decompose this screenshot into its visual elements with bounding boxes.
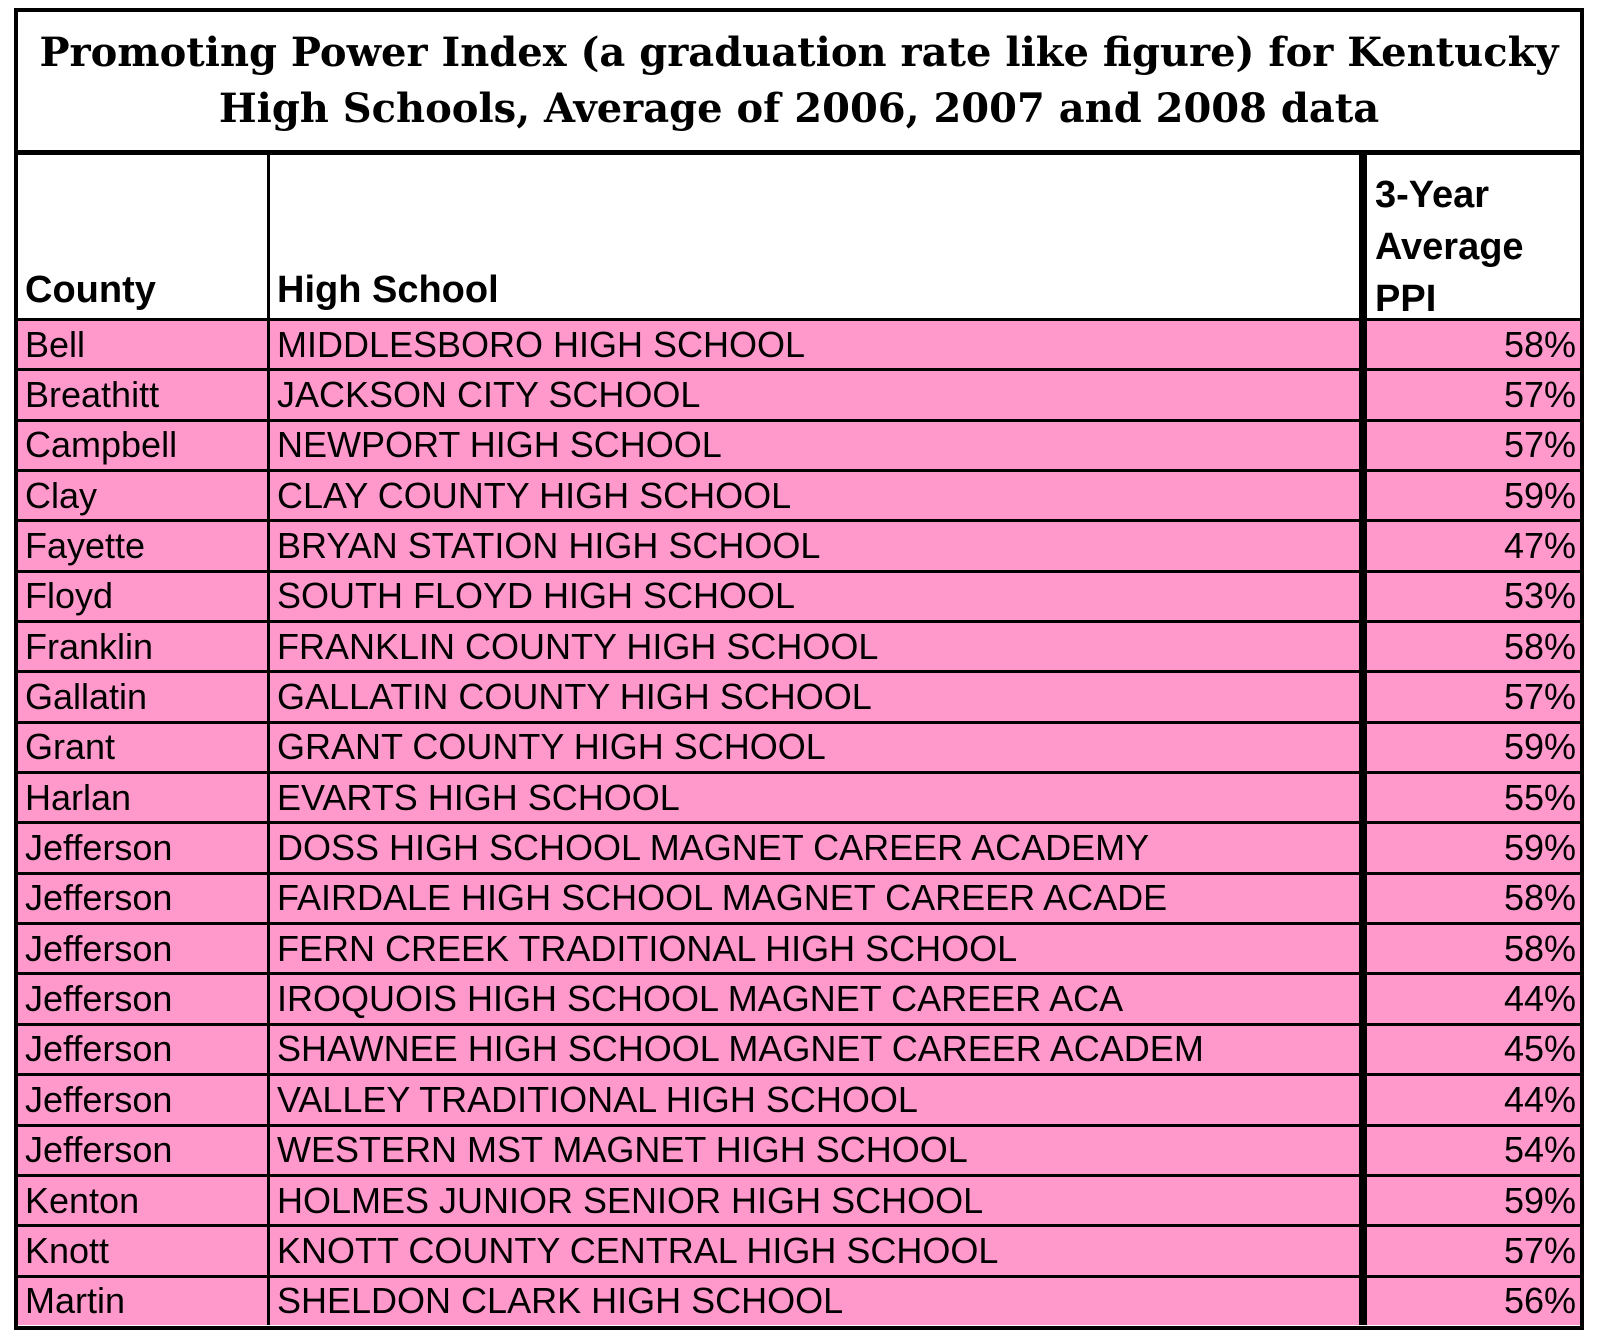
cell-county: Jefferson — [18, 824, 270, 871]
cell-county: Jefferson — [18, 1127, 270, 1174]
cell-ppi: 58% — [1503, 877, 1576, 919]
cell-ppi: 57% — [1503, 424, 1576, 466]
cell-high-school: GRANT COUNTY HIGH SCHOOL — [270, 724, 1367, 771]
cell-county: Bell — [18, 321, 270, 368]
cell-ppi: 57% — [1503, 374, 1576, 416]
table-row — [18, 1127, 1580, 1177]
table-row — [18, 1177, 1580, 1227]
cell-county: Campbell — [18, 422, 270, 469]
cell-ppi: 47% — [1503, 525, 1576, 567]
cell-ppi: 58% — [1503, 625, 1576, 667]
cell-county: Floyd — [18, 573, 270, 620]
cell-ppi: 59% — [1503, 1179, 1576, 1221]
cell-county: Jefferson — [18, 1026, 270, 1073]
cell-county: Knott — [18, 1227, 270, 1274]
table-row — [18, 371, 1580, 421]
table-title: Promoting Power Index (a graduation rate like figure) for Kentucky High Schools, Average of 2006, 2007 and 2008 data — [18, 12, 1580, 155]
cell-high-school: EVARTS HIGH SCHOOL — [270, 774, 1367, 821]
cell-high-school: GALLATIN COUNTY HIGH SCHOOL — [270, 673, 1367, 720]
cell-high-school: VALLEY TRADITIONAL HIGH SCHOOL — [270, 1076, 1367, 1123]
table-row — [18, 875, 1580, 925]
table-row — [18, 975, 1580, 1025]
table-header — [18, 155, 1580, 321]
cell-county: Franklin — [18, 623, 270, 670]
cell-county: Gallatin — [18, 673, 270, 720]
cell-county: Breathitt — [18, 371, 270, 418]
cell-high-school: KNOTT COUNTY CENTRAL HIGH SCHOOL — [270, 1227, 1367, 1274]
cell-ppi: 44% — [1503, 978, 1576, 1020]
cell-high-school: IROQUOIS HIGH SCHOOL MAGNET CAREER ACA — [270, 975, 1367, 1022]
cell-county: Grant — [18, 724, 270, 771]
cell-high-school: DOSS HIGH SCHOOL MAGNET CAREER ACADEMY — [270, 824, 1367, 871]
header-ppi-line2: Average — [1375, 226, 1524, 268]
cell-high-school: BRYAN STATION HIGH SCHOOL — [270, 522, 1367, 569]
table-body — [18, 321, 1580, 1325]
cell-ppi: 54% — [1503, 1129, 1576, 1171]
cell-county: Kenton — [18, 1177, 270, 1224]
table-row — [18, 774, 1580, 824]
cell-ppi: 57% — [1503, 676, 1576, 718]
cell-county: Harlan — [18, 774, 270, 821]
cell-ppi: 57% — [1503, 1229, 1576, 1271]
cell-high-school: HOLMES JUNIOR SENIOR HIGH SCHOOL — [270, 1177, 1367, 1224]
cell-ppi: 59% — [1503, 474, 1576, 516]
cell-high-school: FERN CREEK TRADITIONAL HIGH SCHOOL — [270, 925, 1367, 972]
header-ppi-line1: 3-Year — [1375, 174, 1490, 216]
cell-ppi: 56% — [1503, 1280, 1576, 1322]
cell-county: Martin — [18, 1278, 270, 1325]
table-row — [18, 1076, 1580, 1126]
cell-high-school: FAIRDALE HIGH SCHOOL MAGNET CAREER ACADE — [270, 875, 1367, 922]
table-row — [18, 673, 1580, 723]
table-row — [18, 724, 1580, 774]
header-county: County — [18, 155, 270, 318]
cell-high-school: FRANKLIN COUNTY HIGH SCHOOL — [270, 623, 1367, 670]
cell-high-school: SHAWNEE HIGH SCHOOL MAGNET CAREER ACADEM — [270, 1026, 1367, 1073]
cell-county: Jefferson — [18, 875, 270, 922]
cell-high-school: WESTERN MST MAGNET HIGH SCHOOL — [270, 1127, 1367, 1174]
cell-ppi: 45% — [1503, 1028, 1576, 1070]
table-row — [18, 623, 1580, 673]
cell-ppi: 59% — [1503, 726, 1576, 768]
cell-ppi: 58% — [1503, 927, 1576, 969]
table-row — [18, 1278, 1580, 1325]
table-row — [18, 472, 1580, 522]
cell-county: Jefferson — [18, 975, 270, 1022]
cell-high-school: SOUTH FLOYD HIGH SCHOOL — [270, 573, 1367, 620]
table-row — [18, 422, 1580, 472]
cell-county: Jefferson — [18, 925, 270, 972]
table-row — [18, 321, 1580, 371]
table-row — [18, 1227, 1580, 1277]
cell-ppi: 53% — [1503, 575, 1576, 617]
header-ppi-line3: PPI — [1375, 278, 1437, 320]
cell-high-school: MIDDLESBORO HIGH SCHOOL — [270, 321, 1367, 368]
cell-county: Clay — [18, 472, 270, 519]
header-ppi — [1367, 155, 1580, 318]
cell-county: Jefferson — [18, 1076, 270, 1123]
cell-high-school: SHELDON CLARK HIGH SCHOOL — [270, 1278, 1367, 1325]
table-row — [18, 824, 1580, 874]
cell-high-school: NEWPORT HIGH SCHOOL — [270, 422, 1367, 469]
ppi-table — [14, 8, 1584, 1330]
cell-high-school: CLAY COUNTY HIGH SCHOOL — [270, 472, 1367, 519]
header-high-school: High School — [270, 155, 1367, 318]
cell-high-school: JACKSON CITY SCHOOL — [270, 371, 1367, 418]
table-row — [18, 573, 1580, 623]
table-row — [18, 522, 1580, 572]
cell-ppi: 55% — [1503, 776, 1576, 818]
cell-county: Fayette — [18, 522, 270, 569]
table-row — [18, 1026, 1580, 1076]
cell-ppi: 59% — [1503, 827, 1576, 869]
table-row — [18, 925, 1580, 975]
cell-ppi: 58% — [1503, 323, 1576, 365]
cell-ppi: 44% — [1503, 1078, 1576, 1120]
